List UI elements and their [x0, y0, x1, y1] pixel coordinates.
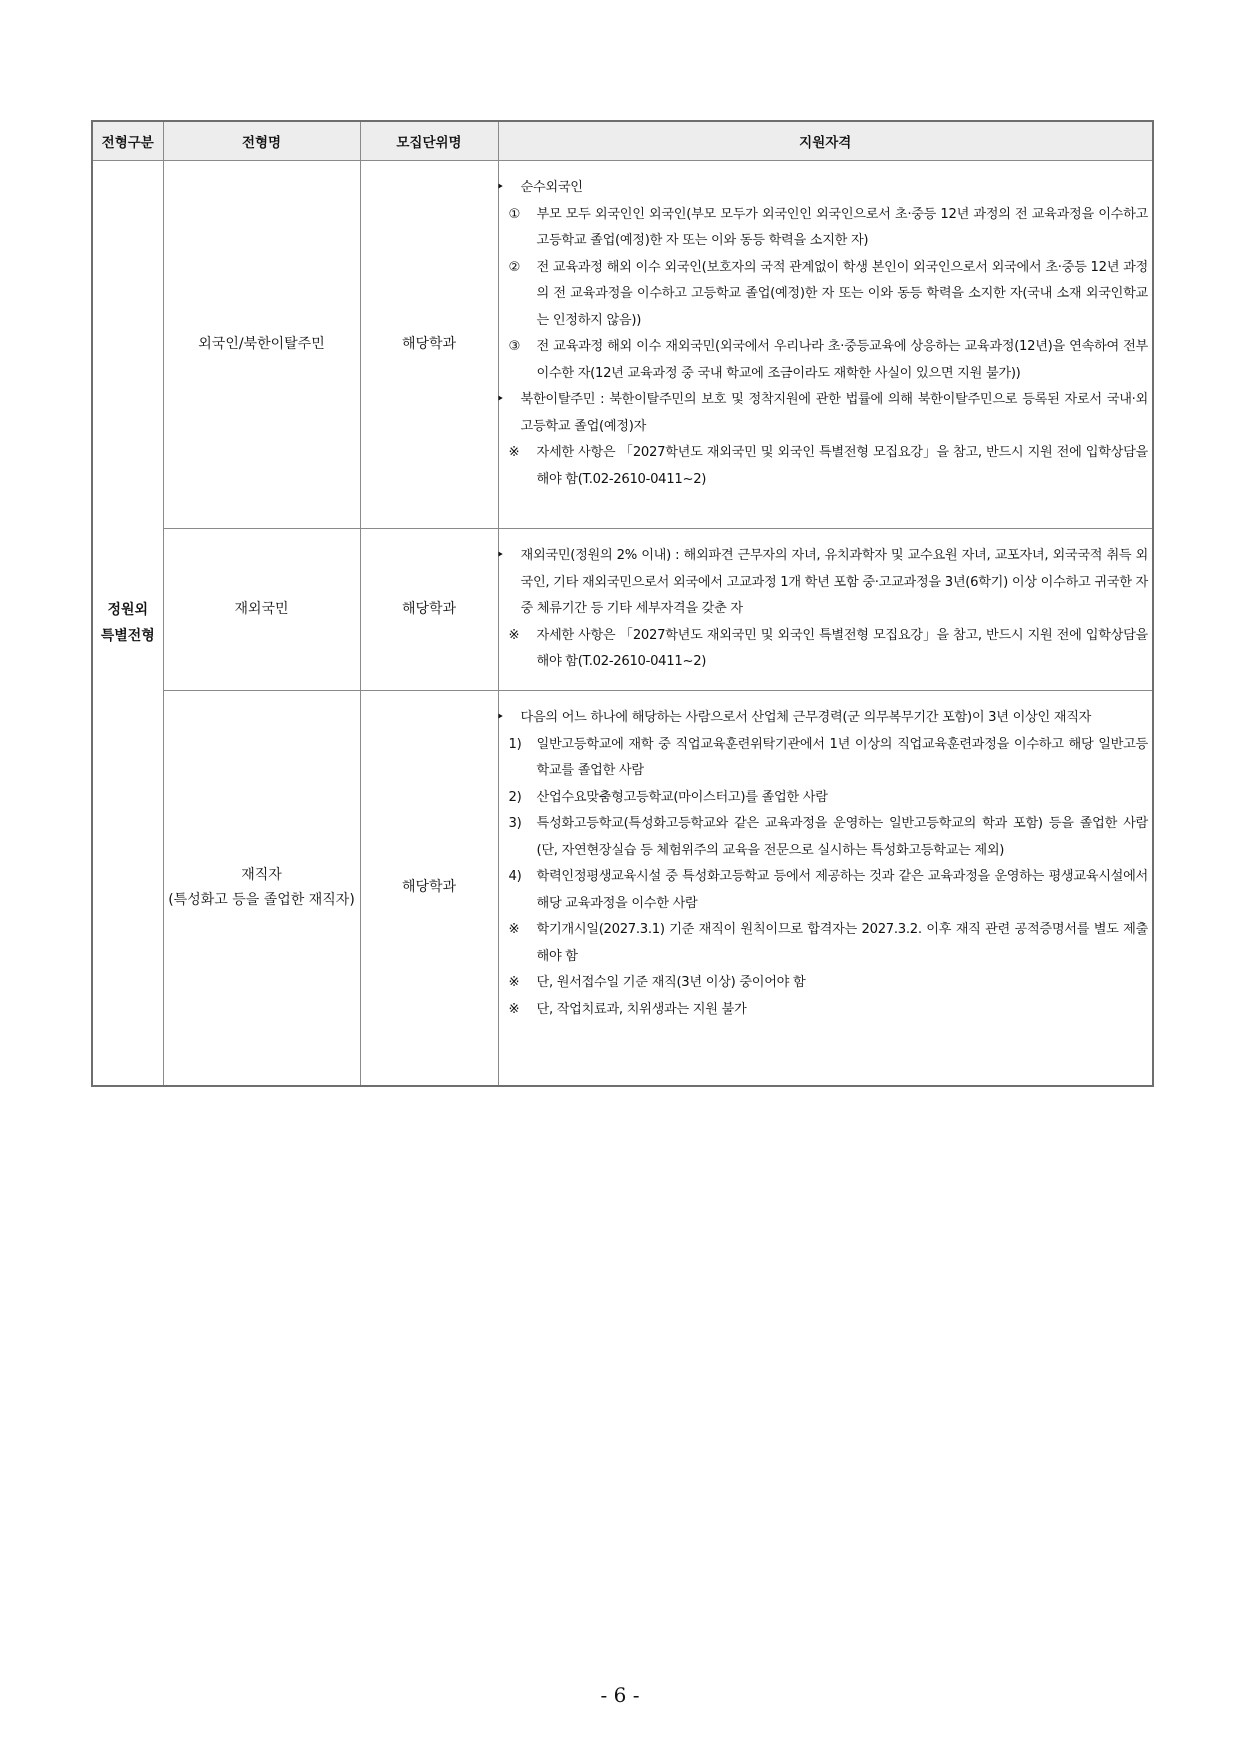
note-mark: ※: [508, 975, 520, 990]
qualification-note: [509, 970, 1149, 997]
track-name: 재직자: [241, 866, 282, 883]
qualification-text: 다음의 어느 하나에 해당하는 사람으로서 산업체 근무경력(군 의무복무기간 포함)이 3년 이상인 재직자: [520, 710, 1092, 725]
header-track-name: 전형명: [163, 121, 360, 161]
recruit-unit-cell: 해당학과: [360, 529, 498, 691]
header-category: 전형구분: [92, 121, 163, 161]
bullet-mark: ‣: [496, 392, 504, 407]
qualification-text: 일반고등학교에 재학 중 직업교육훈련위탁기관에서 1년 이상의 직업교육훈련과정을 이수하고 해당 일반고등학교를 졸업한 사람: [536, 736, 1148, 778]
bullet-mark: ‣: [496, 180, 504, 195]
table-row: [92, 161, 1153, 529]
item-number: 4): [508, 869, 522, 884]
admission-requirements-table: [91, 120, 1154, 1087]
category-line-2: 특별전형: [100, 627, 155, 644]
item-number: 3): [508, 816, 522, 831]
recruit-unit-cell: 해당학과: [360, 691, 498, 1086]
table-row: [92, 691, 1153, 1086]
qualification-text: 특성화고등학교(특성화고등학교와 같은 교육과정을 운영하는 일반고등학교의 학과 포함) 등을 졸업한 사람(단, 자연현장실습 등 체험위주의 교육을 전문으로 실시하는 특성화고등학교는 제외): [536, 816, 1148, 858]
item-number: 1): [508, 736, 522, 752]
qualification-cell: [498, 691, 1153, 1086]
track-name-cell: 외국인/북한이탈주민: [163, 161, 360, 529]
qualification-text: 산업수요맞춤형고등학교(마이스터고)를 졸업한 사람: [536, 789, 828, 805]
qualification-item: [509, 811, 1149, 864]
qualification-text: 자세한 사항은 「2027학년도 재외국민 및 외국인 특별전형 모집요강」을 참고, 반드시 지원 전에 입학상담을 해야 함(T.02-2610-0411~2): [536, 627, 1148, 669]
item-number: 2): [508, 789, 522, 805]
qualification-note: [509, 440, 1149, 493]
note-mark: ※: [508, 445, 520, 460]
qualification-item: [509, 732, 1149, 785]
note-mark: ※: [508, 627, 520, 643]
header-qualification: 지원자격: [498, 121, 1153, 161]
qualification-bullet: [496, 175, 1149, 202]
qualification-cell: [498, 161, 1153, 529]
track-name-cell: 재외국민: [163, 529, 360, 691]
qualification-note: [509, 623, 1149, 676]
recruit-unit-cell: 해당학과: [360, 161, 498, 529]
qualification-text: 전 교육과정 해외 이수 재외국민(외국에서 우리나라 초·중등교육에 상응하는 교육과정(12년)을 연속하여 전부 이수한 자(12년 교육과정 중 국내 학교에 조금이라도 재학한 사실이 있으면 지원 불가)): [536, 339, 1148, 381]
qualification-item: [509, 864, 1149, 917]
qualification-bullet: [496, 705, 1149, 732]
qualification-cell: [498, 529, 1153, 691]
qualification-item: [509, 255, 1149, 335]
qualification-text: 재외국민(정원의 2% 이내) : 해외파견 근무자의 자녀, 유치과학자 및 교수요원 자녀, 교포자녀, 외국국적 취득 외국인, 기타 재외국민으로서 외국에서 고교과정 1개 학년 포함 중·고교과정을 3년(6학기) 이상 이수하고 귀국한 자 중 체류기간 등 기타 세부자격을 갖춘 자: [520, 548, 1148, 616]
note-mark: ※: [508, 1001, 520, 1017]
qualification-text: 자세한 사항은 「2027학년도 재외국민 및 외국인 특별전형 모집요강」을 참고, 반드시 지원 전에 입학상담을 해야 함(T.02-2610-0411~2): [536, 445, 1148, 487]
bullet-mark: ‣: [496, 710, 504, 725]
table-header-row: [92, 121, 1153, 161]
bullet-mark: ‣: [496, 548, 504, 563]
qualification-text: 전 교육과정 해외 이수 외국인(보호자의 국적 관계없이 학생 본인이 외국인으로서 외국에서 초·중등 12년 과정의 전 교육과정을 이수하고 고등학교 졸업(예정)한 자 또는 이와 동등 학력을 소지한 자(국내 소재 외국인학교는 인정하지 않음)): [536, 259, 1148, 328]
category-line-1: 정원외: [107, 601, 149, 618]
category-cell: [92, 161, 163, 1086]
page-number: - 6 -: [600, 1683, 640, 1707]
qualification-note: [509, 997, 1149, 1024]
header-recruit-unit: 모집단위명: [360, 121, 498, 161]
table-row: [92, 529, 1153, 691]
qualification-text: 학력인정평생교육시설 중 특성화고등학교 등에서 제공하는 것과 같은 교육과정을 운영하는 평생교육시설에서 해당 교육과정을 이수한 사람: [536, 869, 1148, 911]
qualification-text: 단, 원서접수일 기준 재직(3년 이상) 중이어야 함: [536, 975, 806, 990]
note-mark: ※: [508, 922, 520, 937]
item-number: ③: [508, 339, 521, 354]
qualification-text: 단, 작업치료과, 치위생과는 지원 불가: [536, 1001, 747, 1017]
item-number: ②: [508, 259, 521, 275]
qualification-text: 순수외국인: [520, 180, 583, 195]
track-name-cell: [163, 691, 360, 1086]
qualification-text: 북한이탈주민 : 북한이탈주민의 보호 및 정착지원에 관한 법률에 의해 북한이탈주민으로 등록된 자로서 국내·외 고등학교 졸업(예정)자: [520, 392, 1148, 434]
qualification-text: 부모 모두 외국인인 외국인(부모 모두가 외국인인 외국인으로서 초·중등 12년 과정의 전 교육과정을 이수하고 고등학교 졸업(예정)한 자 또는 이와 동등 학력을 소지한 자): [536, 206, 1148, 248]
track-name-sub: (특성화고 등을 졸업한 재직자): [168, 891, 355, 908]
qualification-bullet: [496, 387, 1149, 440]
qualification-item: [509, 334, 1149, 387]
qualification-item: [509, 785, 1149, 812]
qualification-text: 학기개시일(2027.3.1) 기준 재직이 원칙이므로 합격자는 2027.3.2. 이후 재직 관련 공적증명서를 별도 제출해야 함: [536, 922, 1148, 964]
qualification-bullet: [496, 543, 1149, 623]
qualification-note: [509, 917, 1149, 970]
item-number: ①: [508, 206, 521, 222]
qualification-item: [509, 202, 1149, 255]
